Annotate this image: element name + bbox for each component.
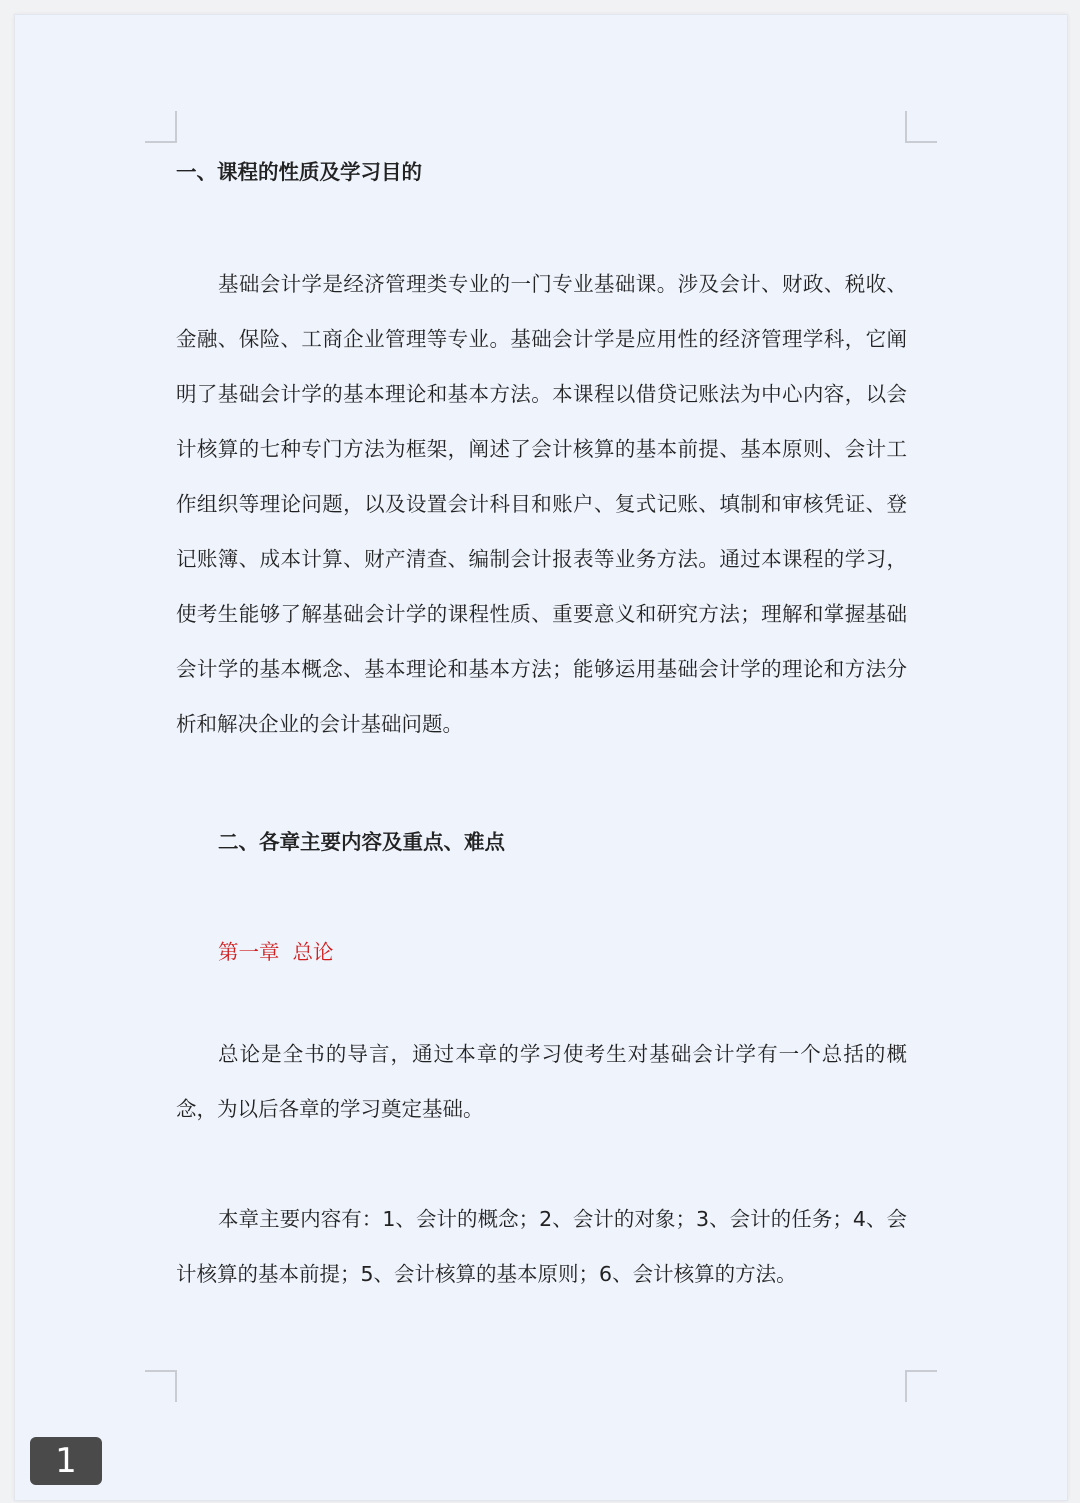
margin-corner-bottom-right (905, 1370, 937, 1402)
document-body (176, 152, 907, 1302)
body-paragraph-3: 本章主要内容有：1、会计的概念；2、会计的对象；3、会计的任务；4、会计核算的基本前提；5、会计核算的基本原则；6、会计核算的方法。 (176, 1207, 907, 1286)
section-heading-2: 二、各章主要内容及重点、难点 (218, 830, 505, 854)
margin-corner-top-left (145, 111, 177, 143)
body-paragraph-1: 基础会计学是经济管理类专业的一门专业基础课。涉及会计、财政、税收、金融、保险、工商企业管理等专业。基础会计学是应用性的经济管理学科，它阐明了基础会计学的基本理论和基本方法。本课程以借贷记账法为中心内容，以会计核算的七种专门方法为框架，阐述了会计核算的基本前提、基本原则、会计工作组织等理论问题，以及设置会计科目和账户、复式记账、填制和审核凭证、登记账簿、成本计算、财产清查、编制会计报表等业务方法。通过本课程的学习，使考生能够了解基础会计学的课程性质、重要意义和研究方法；理解和掌握基础会计学的基本概念、基本理论和基本方法；能够运用基础会计学的理论和方法分析和解决企业的会计基础问题。 (176, 272, 907, 736)
section-heading-1: 一、课程的性质及学习目的 (176, 160, 422, 184)
chapter-title: 第一章 总论 (218, 940, 334, 964)
document-page (14, 14, 1068, 1501)
margin-corner-top-right (905, 111, 937, 143)
margin-corner-bottom-left (145, 1370, 177, 1402)
body-paragraph-2: 总论是全书的导言，通过本章的学习使考生对基础会计学有一个总括的概念，为以后各章的学习奠定基础。 (176, 1042, 907, 1121)
page-number-badge[interactable]: 1 (30, 1437, 102, 1485)
